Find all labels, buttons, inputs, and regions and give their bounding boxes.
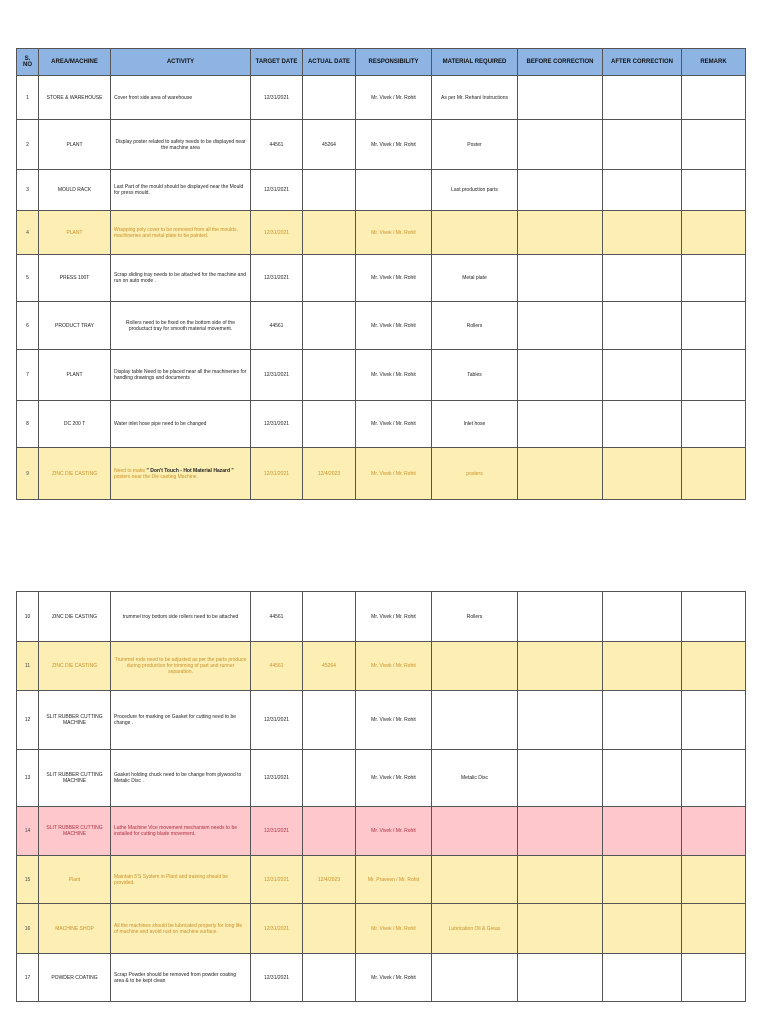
material-required-cell: [432, 954, 518, 1002]
material-required-cell: [432, 856, 518, 904]
responsibility-cell: Mr. Vivek / Mr. Rohit: [356, 750, 432, 807]
material-required-cell: As per Mr. Rehani Instructions: [432, 76, 518, 120]
before-correction-cell: [518, 120, 603, 170]
header-material: MATERIAL REQUIRED: [432, 49, 518, 76]
area-machine-cell: PLANT: [39, 120, 111, 170]
responsibility-cell: Mr. Vivek / Mr. Rohit: [356, 954, 432, 1002]
responsibility-cell: Mr. Vivek / Mr. Rohit: [356, 211, 432, 255]
target-date-cell: 12/31/2021: [251, 401, 303, 448]
row-number: 2: [17, 120, 39, 170]
target-date-cell: 12/31/2021: [251, 691, 303, 750]
remark-cell: [682, 642, 746, 691]
remark-cell: [682, 750, 746, 807]
material-required-cell: Poster: [432, 120, 518, 170]
header-actual-date: ACTUAL DATE: [303, 49, 356, 76]
remark-cell: [682, 807, 746, 856]
area-machine-cell: POWDER COATING: [39, 954, 111, 1002]
remark-cell: [682, 954, 746, 1002]
actual-date-cell: [303, 807, 356, 856]
area-machine-cell: SLIT RUBBER CUTTING MACHINE: [39, 691, 111, 750]
header-after-correction: AFTER CORRECTION: [603, 49, 682, 76]
after-correction-cell: [603, 350, 682, 401]
action-table-2: [16, 591, 746, 1002]
remark-cell: [682, 350, 746, 401]
material-required-cell: [432, 691, 518, 750]
activity-cell: Wrapping poly cover to be removed from all the moulds, machineries and metal plate to be painted.: [111, 211, 251, 255]
actual-date-cell: [303, 954, 356, 1002]
after-correction-cell: [603, 255, 682, 302]
material-required-cell: Inlet hose: [432, 401, 518, 448]
table-row: [17, 750, 746, 807]
before-correction-cell: [518, 448, 603, 500]
actual-date-cell: [303, 691, 356, 750]
table-row: [17, 302, 746, 350]
after-correction-cell: [603, 807, 682, 856]
target-date-cell: 12/31/2021: [251, 76, 303, 120]
before-correction-cell: [518, 401, 603, 448]
target-date-cell: 12/31/2021: [251, 448, 303, 500]
responsibility-cell: Mr. Vivek / Mr. Rohit: [356, 76, 432, 120]
before-correction-cell: [518, 691, 603, 750]
responsibility-cell: Mr. Vivek / Mr. Rohit: [356, 642, 432, 691]
table-1-body: [17, 76, 746, 500]
before-correction-cell: [518, 170, 603, 211]
remark-cell: [682, 170, 746, 211]
after-correction-cell: [603, 750, 682, 807]
table-row: [17, 904, 746, 954]
area-machine-cell: ZINC DIE CASTING: [39, 448, 111, 500]
activity-cell: Water inlet hose pipe need to be changed: [111, 401, 251, 448]
area-machine-cell: PRODUCT TRAY: [39, 302, 111, 350]
target-date-cell: 44561: [251, 302, 303, 350]
area-machine-cell: SLIT RUBBER CUTTING MACHINE: [39, 750, 111, 807]
row-number: 4: [17, 211, 39, 255]
area-machine-cell: DC 200 T: [39, 401, 111, 448]
activity-text: Need to make: [114, 467, 147, 474]
remark-cell: [682, 302, 746, 350]
row-number: 12: [17, 691, 39, 750]
responsibility-cell: Mr. Vivek / Mr. Rohit: [356, 592, 432, 642]
header-row: [17, 49, 746, 76]
activity-cell: Display table Need to be placed near all the machineries for handling drawings and documents: [111, 350, 251, 401]
material-required-cell: [432, 642, 518, 691]
table-row: [17, 642, 746, 691]
responsibility-cell: Mr. Vivek / Mr. Rohit: [356, 691, 432, 750]
target-date-cell: 44561: [251, 120, 303, 170]
responsibility-cell: Mr. Vivek / Mr. Rohit: [356, 401, 432, 448]
remark-cell: [682, 856, 746, 904]
area-machine-cell: ZINC DIE CASTING: [39, 592, 111, 642]
remark-cell: [682, 120, 746, 170]
header-sno: S. NO: [17, 49, 39, 76]
responsibility-cell: Mr. Vivek / Mr. Rohit: [356, 350, 432, 401]
material-required-cell: Metal plate: [432, 255, 518, 302]
table-row: [17, 448, 746, 500]
after-correction-cell: [603, 302, 682, 350]
responsibility-cell: Mr. Vivek / Mr. Rohit: [356, 302, 432, 350]
responsibility-cell: Mr. Praveen / Mr. Rohit: [356, 856, 432, 904]
header-activity: ACTIVITY: [111, 49, 251, 76]
row-number: 13: [17, 750, 39, 807]
actual-date-cell: [303, 750, 356, 807]
remark-cell: [682, 401, 746, 448]
before-correction-cell: [518, 255, 603, 302]
material-required-cell: [432, 211, 518, 255]
row-number: 16: [17, 904, 39, 954]
material-required-cell: Lubrication Oil & Greas: [432, 904, 518, 954]
target-date-cell: 12/31/2021: [251, 904, 303, 954]
area-machine-cell: STORE & WAREHOUSE: [39, 76, 111, 120]
target-date-cell: 12/31/2021: [251, 750, 303, 807]
target-date-cell: 44561: [251, 592, 303, 642]
actual-date-cell: [303, 592, 356, 642]
activity-text: posters near the Die casting Machine.: [114, 473, 198, 480]
after-correction-cell: [603, 691, 682, 750]
row-number: 3: [17, 170, 39, 211]
header-remark: REMARK: [682, 49, 746, 76]
row-number: 8: [17, 401, 39, 448]
before-correction-cell: [518, 904, 603, 954]
remark-cell: [682, 211, 746, 255]
material-required-cell: [432, 807, 518, 856]
actual-date-cell: 12/4/2023: [303, 448, 356, 500]
remark-cell: [682, 592, 746, 642]
remark-cell: [682, 76, 746, 120]
before-correction-cell: [518, 642, 603, 691]
area-machine-cell: ZINC DIE CASTING: [39, 642, 111, 691]
responsibility-cell: Mr. Vivek / Mr. Rohit: [356, 904, 432, 954]
table-row: [17, 76, 746, 120]
activity-highlight: " Don't Touch - Hot Material Hazard ": [146, 467, 234, 474]
table-row: [17, 691, 746, 750]
before-correction-cell: [518, 856, 603, 904]
row-number: 15: [17, 856, 39, 904]
area-machine-cell: SLIT RUBBER CUTTING MACHINE: [39, 807, 111, 856]
activity-cell: [111, 448, 251, 500]
after-correction-cell: [603, 904, 682, 954]
target-date-cell: 12/31/2021: [251, 856, 303, 904]
actual-date-cell: [303, 401, 356, 448]
table-row: [17, 954, 746, 1002]
target-date-cell: 44561: [251, 642, 303, 691]
row-number: 17: [17, 954, 39, 1002]
material-required-cell: posters: [432, 448, 518, 500]
remark-cell: [682, 904, 746, 954]
header-responsibility: RESPONSIBILITY: [356, 49, 432, 76]
remark-cell: [682, 448, 746, 500]
activity-cell: trummel troy bottom side rollers need to be attached: [111, 592, 251, 642]
table-row: [17, 401, 746, 448]
row-number: 9: [17, 448, 39, 500]
before-correction-cell: [518, 211, 603, 255]
before-correction-cell: [518, 350, 603, 401]
responsibility-cell: Mr. Vivek / Mr. Rohit: [356, 807, 432, 856]
activity-cell: Scrap Powder should be removed from powder coating area & to be kept clean: [111, 954, 251, 1002]
area-machine-cell: PLANT: [39, 211, 111, 255]
before-correction-cell: [518, 954, 603, 1002]
target-date-cell: 12/31/2021: [251, 807, 303, 856]
actual-date-cell: 45264: [303, 120, 356, 170]
target-date-cell: 12/31/2021: [251, 350, 303, 401]
after-correction-cell: [603, 642, 682, 691]
header-before-correction: BEFORE CORRECTION: [518, 49, 603, 76]
activity-cell: Rollers need to be fixed on the bottom side of the productuct tray for smooth material movement.: [111, 302, 251, 350]
row-number: 6: [17, 302, 39, 350]
material-required-cell: Last production parts: [432, 170, 518, 211]
before-correction-cell: [518, 807, 603, 856]
responsibility-cell: Mr. Vivek / Mr. Rohit: [356, 448, 432, 500]
table-row: [17, 170, 746, 211]
activity-cell: Gasket holding chuck need to be change from plywood to Metalic Disc .: [111, 750, 251, 807]
table-row: [17, 255, 746, 302]
activity-cell: Last Part of the mould should be displayed near the Mould for press mould.: [111, 170, 251, 211]
row-number: 5: [17, 255, 39, 302]
remark-cell: [682, 255, 746, 302]
actual-date-cell: 45264: [303, 642, 356, 691]
target-date-cell: 12/31/2021: [251, 170, 303, 211]
after-correction-cell: [603, 448, 682, 500]
area-machine-cell: MACHINE SHOP: [39, 904, 111, 954]
before-correction-cell: [518, 750, 603, 807]
table-row: [17, 350, 746, 401]
remark-cell: [682, 691, 746, 750]
activity-cell: Lathe Machine Vice movement mechanism needs to be installed for cutting blade movement.: [111, 807, 251, 856]
material-required-cell: Rollers: [432, 592, 518, 642]
after-correction-cell: [603, 954, 682, 1002]
target-date-cell: 12/31/2021: [251, 954, 303, 1002]
activity-cell: Procedure for marking on Gasket for cutting need to be change .: [111, 691, 251, 750]
target-date-cell: 12/31/2021: [251, 255, 303, 302]
responsibility-cell: [356, 170, 432, 211]
row-number: 10: [17, 592, 39, 642]
after-correction-cell: [603, 170, 682, 211]
area-machine-cell: PLANT: [39, 350, 111, 401]
actual-date-cell: [303, 211, 356, 255]
table-row: [17, 856, 746, 904]
table-row: [17, 120, 746, 170]
responsibility-cell: Mr. Vivek / Mr. Rohit: [356, 120, 432, 170]
target-date-cell: 12/31/2021: [251, 211, 303, 255]
activity-cell: Display poster related to safety needs to be displayed near the machine area: [111, 120, 251, 170]
table-row: [17, 807, 746, 856]
row-number: 11: [17, 642, 39, 691]
actual-date-cell: 12/4/2023: [303, 856, 356, 904]
before-correction-cell: [518, 76, 603, 120]
area-machine-cell: MOULD RACK: [39, 170, 111, 211]
actual-date-cell: [303, 904, 356, 954]
material-required-cell: Rollers: [432, 302, 518, 350]
actual-date-cell: [303, 76, 356, 120]
row-number: 14: [17, 807, 39, 856]
header-target-date: TARGET DATE: [251, 49, 303, 76]
actual-date-cell: [303, 350, 356, 401]
area-machine-cell: Plant: [39, 856, 111, 904]
after-correction-cell: [603, 592, 682, 642]
table-row: [17, 211, 746, 255]
table-2-body: [17, 592, 746, 1002]
after-correction-cell: [603, 401, 682, 448]
before-correction-cell: [518, 302, 603, 350]
after-correction-cell: [603, 76, 682, 120]
area-machine-cell: PRESS 100T: [39, 255, 111, 302]
table-row: [17, 592, 746, 642]
after-correction-cell: [603, 211, 682, 255]
activity-cell: Maintain 5'S System in Plant and training should be provided.: [111, 856, 251, 904]
header-area: AREA/MACHINE: [39, 49, 111, 76]
row-number: 7: [17, 350, 39, 401]
action-table-1: [16, 48, 746, 500]
after-correction-cell: [603, 856, 682, 904]
activity-cell: Cover front side area of warehouse: [111, 76, 251, 120]
actual-date-cell: [303, 170, 356, 211]
responsibility-cell: Mr. Vivek / Mr. Rohit: [356, 255, 432, 302]
actual-date-cell: [303, 255, 356, 302]
before-correction-cell: [518, 592, 603, 642]
material-required-cell: Metalic Disc: [432, 750, 518, 807]
activity-cell: Trummel rods need to be adjusted as per the parts produce during production for trimming of part and runner separation.: [111, 642, 251, 691]
activity-cell: Scrap sliding tray needs to be attached for the machine and run on auto mode .: [111, 255, 251, 302]
actual-date-cell: [303, 302, 356, 350]
after-correction-cell: [603, 120, 682, 170]
material-required-cell: Tables: [432, 350, 518, 401]
activity-cell: All the machines should be lubricated properly for long life of machine and avoid rust on machine surface.: [111, 904, 251, 954]
row-number: 1: [17, 76, 39, 120]
